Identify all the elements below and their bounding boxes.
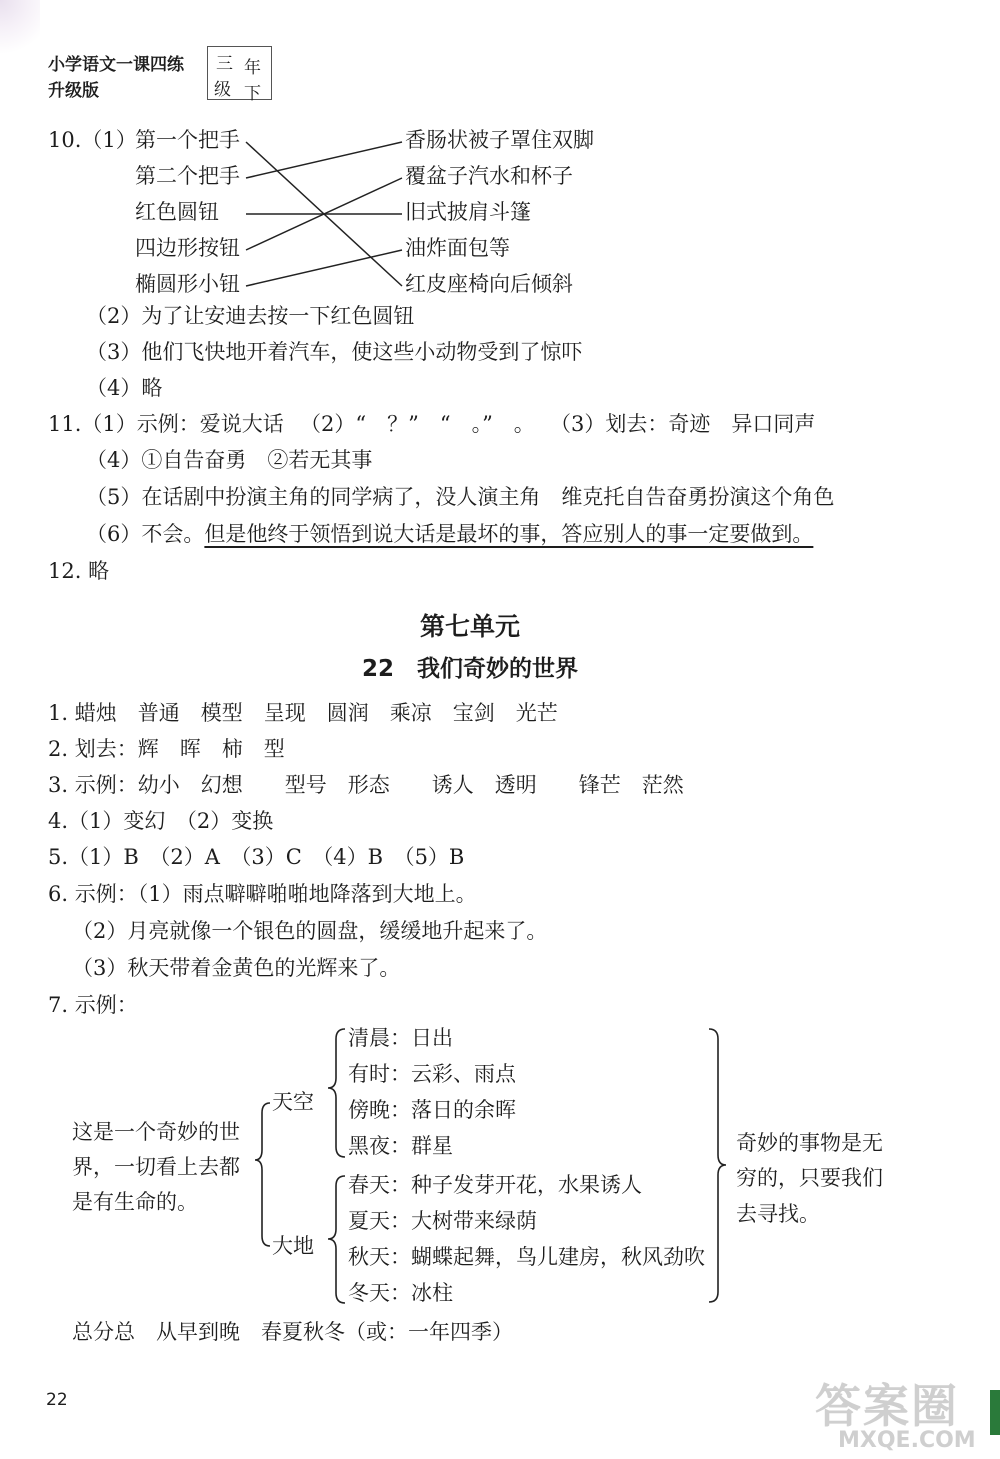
earth-item: 春天：种子发芽开花，水果诱人	[348, 1173, 642, 1197]
lesson-answer-2: 2. 划去：辉 晖 柿 型	[48, 737, 285, 761]
lesson-answer-1: 1. 蜡烛 普通 模型 呈现 圆润 乘凉 宝剑 光芒	[48, 701, 558, 725]
answer-11-3: （3）划去：奇迹 异口同声	[550, 412, 816, 436]
lesson-answer-6-3: （3）秋天带着金黄色的光辉来了。	[72, 956, 401, 980]
sky-item: 傍晚：落日的余晖	[348, 1098, 516, 1122]
diagram-left-line: 界，一切看上去都	[72, 1155, 240, 1179]
sky-item: 黑夜：群星	[348, 1134, 453, 1158]
answer-12: 12. 略	[48, 559, 110, 583]
diagram-right-line: 奇妙的事物是无	[736, 1131, 883, 1155]
answer-11-5: （5）在话剧中扮演主角的同学病了，没人演主角 维克托自告奋勇扮演这个角色	[86, 485, 835, 509]
lesson-answer-7: 7. 示例：	[48, 993, 138, 1017]
match-left-item: 四边形按钮	[135, 236, 240, 260]
matching-line	[246, 142, 402, 178]
match-right-item: 香肠状被子罩住双脚	[405, 128, 594, 152]
answer-11-1: 11.（1）示例：爱说大话	[48, 412, 284, 436]
lesson-answer-3: 3. 示例：幼小 幻想 型号 形态 诱人 透明 锋芒 茫然	[48, 773, 684, 797]
answer-11-6-underlined: 但是他终于领悟到说大话是最坏的事，答应别人的事一定要做到。	[204, 522, 814, 546]
match-right-item: 油炸面包等	[405, 236, 510, 260]
branch-sky: 天空	[272, 1090, 314, 1114]
match-right-item: 旧式披肩斗篷	[405, 200, 531, 224]
match-left-item: 红色圆钮	[135, 200, 219, 224]
lesson-answer-6: 6. 示例：（1）雨点噼噼啪啪地降落到大地上。	[48, 882, 477, 906]
grade-badge-char: 年	[244, 58, 261, 78]
answer-11-6	[86, 524, 813, 545]
match-right-item: 红皮座椅向后倾斜	[405, 272, 573, 296]
summary-line: 总分总 从早到晚 春夏秋冬（或：一年四季）	[72, 1320, 513, 1344]
diagram-left-line: 这是一个奇妙的世	[72, 1120, 240, 1144]
grade-badge-char: 级	[214, 80, 231, 100]
page-number: 22	[46, 1390, 68, 1410]
lesson-answer-5: 5.（1）B （2）A （3）C （4）B （5）B	[48, 845, 465, 869]
earth-item: 秋天：蝴蝶起舞，鸟儿建房，秋风劲吹	[348, 1245, 705, 1269]
diagram-right-line: 穷的，只要我们	[736, 1166, 883, 1190]
match-left-item: 第一个把手	[135, 128, 240, 152]
lesson-answer-4: 4.（1）变幻 （2）变换	[48, 809, 274, 833]
watermark-url: MXQE.COM	[838, 1428, 976, 1453]
sky-item: 有时：云彩、雨点	[348, 1062, 516, 1086]
branch-earth: 大地	[272, 1234, 314, 1258]
answer-10-2: （2）为了让安迪去按一下红色圆钮	[86, 304, 415, 328]
matching-lines	[0, 0, 1000, 320]
diagram-left-line: 是有生命的。	[72, 1190, 198, 1214]
answer-11-2: （2）“ ？” “ 。” 。	[300, 412, 535, 436]
answer-11-4: （4）①自告奋勇 ②若无其事	[86, 448, 373, 472]
question-10-number: 10.（1）	[48, 128, 137, 152]
lesson-title: 22 我们奇妙的世界	[361, 656, 578, 682]
main-brace	[255, 1103, 270, 1246]
matching-line	[246, 250, 402, 286]
unit-title: 第七单元	[419, 612, 520, 641]
answer-10-3: （3）他们飞快地开着汽车，使这些小动物受到了惊吓	[86, 340, 583, 364]
grade-badge-char: 三	[216, 54, 233, 74]
edition-label: 升级版	[48, 81, 99, 101]
grade-badge-char: 下	[244, 84, 261, 104]
match-right-item: 覆盆子汽水和杯子	[405, 164, 573, 188]
earth-brace	[328, 1176, 345, 1303]
earth-item: 夏天：大树带来绿荫	[348, 1209, 537, 1233]
book-title: 小学语文一课四练	[48, 55, 184, 75]
diagram-right-line: 去寻找。	[736, 1202, 820, 1226]
lesson-answer-6-2: （2）月亮就像一个银色的圆盘，缓缓地升起来了。	[72, 919, 548, 943]
page-edge-tab	[990, 1390, 1000, 1435]
sky-brace	[328, 1029, 345, 1157]
earth-item: 冬天：冰柱	[348, 1281, 453, 1305]
match-left-item: 第二个把手	[135, 164, 240, 188]
answer-10-4: （4）略	[86, 376, 163, 400]
right-brace	[709, 1029, 726, 1302]
answer-11-6-prefix: （6）不会。	[86, 522, 205, 546]
watermark-logo: 答案圈	[815, 1379, 959, 1433]
match-left-item: 椭圆形小钮	[135, 272, 240, 296]
sky-item: 清晨：日出	[348, 1026, 453, 1050]
